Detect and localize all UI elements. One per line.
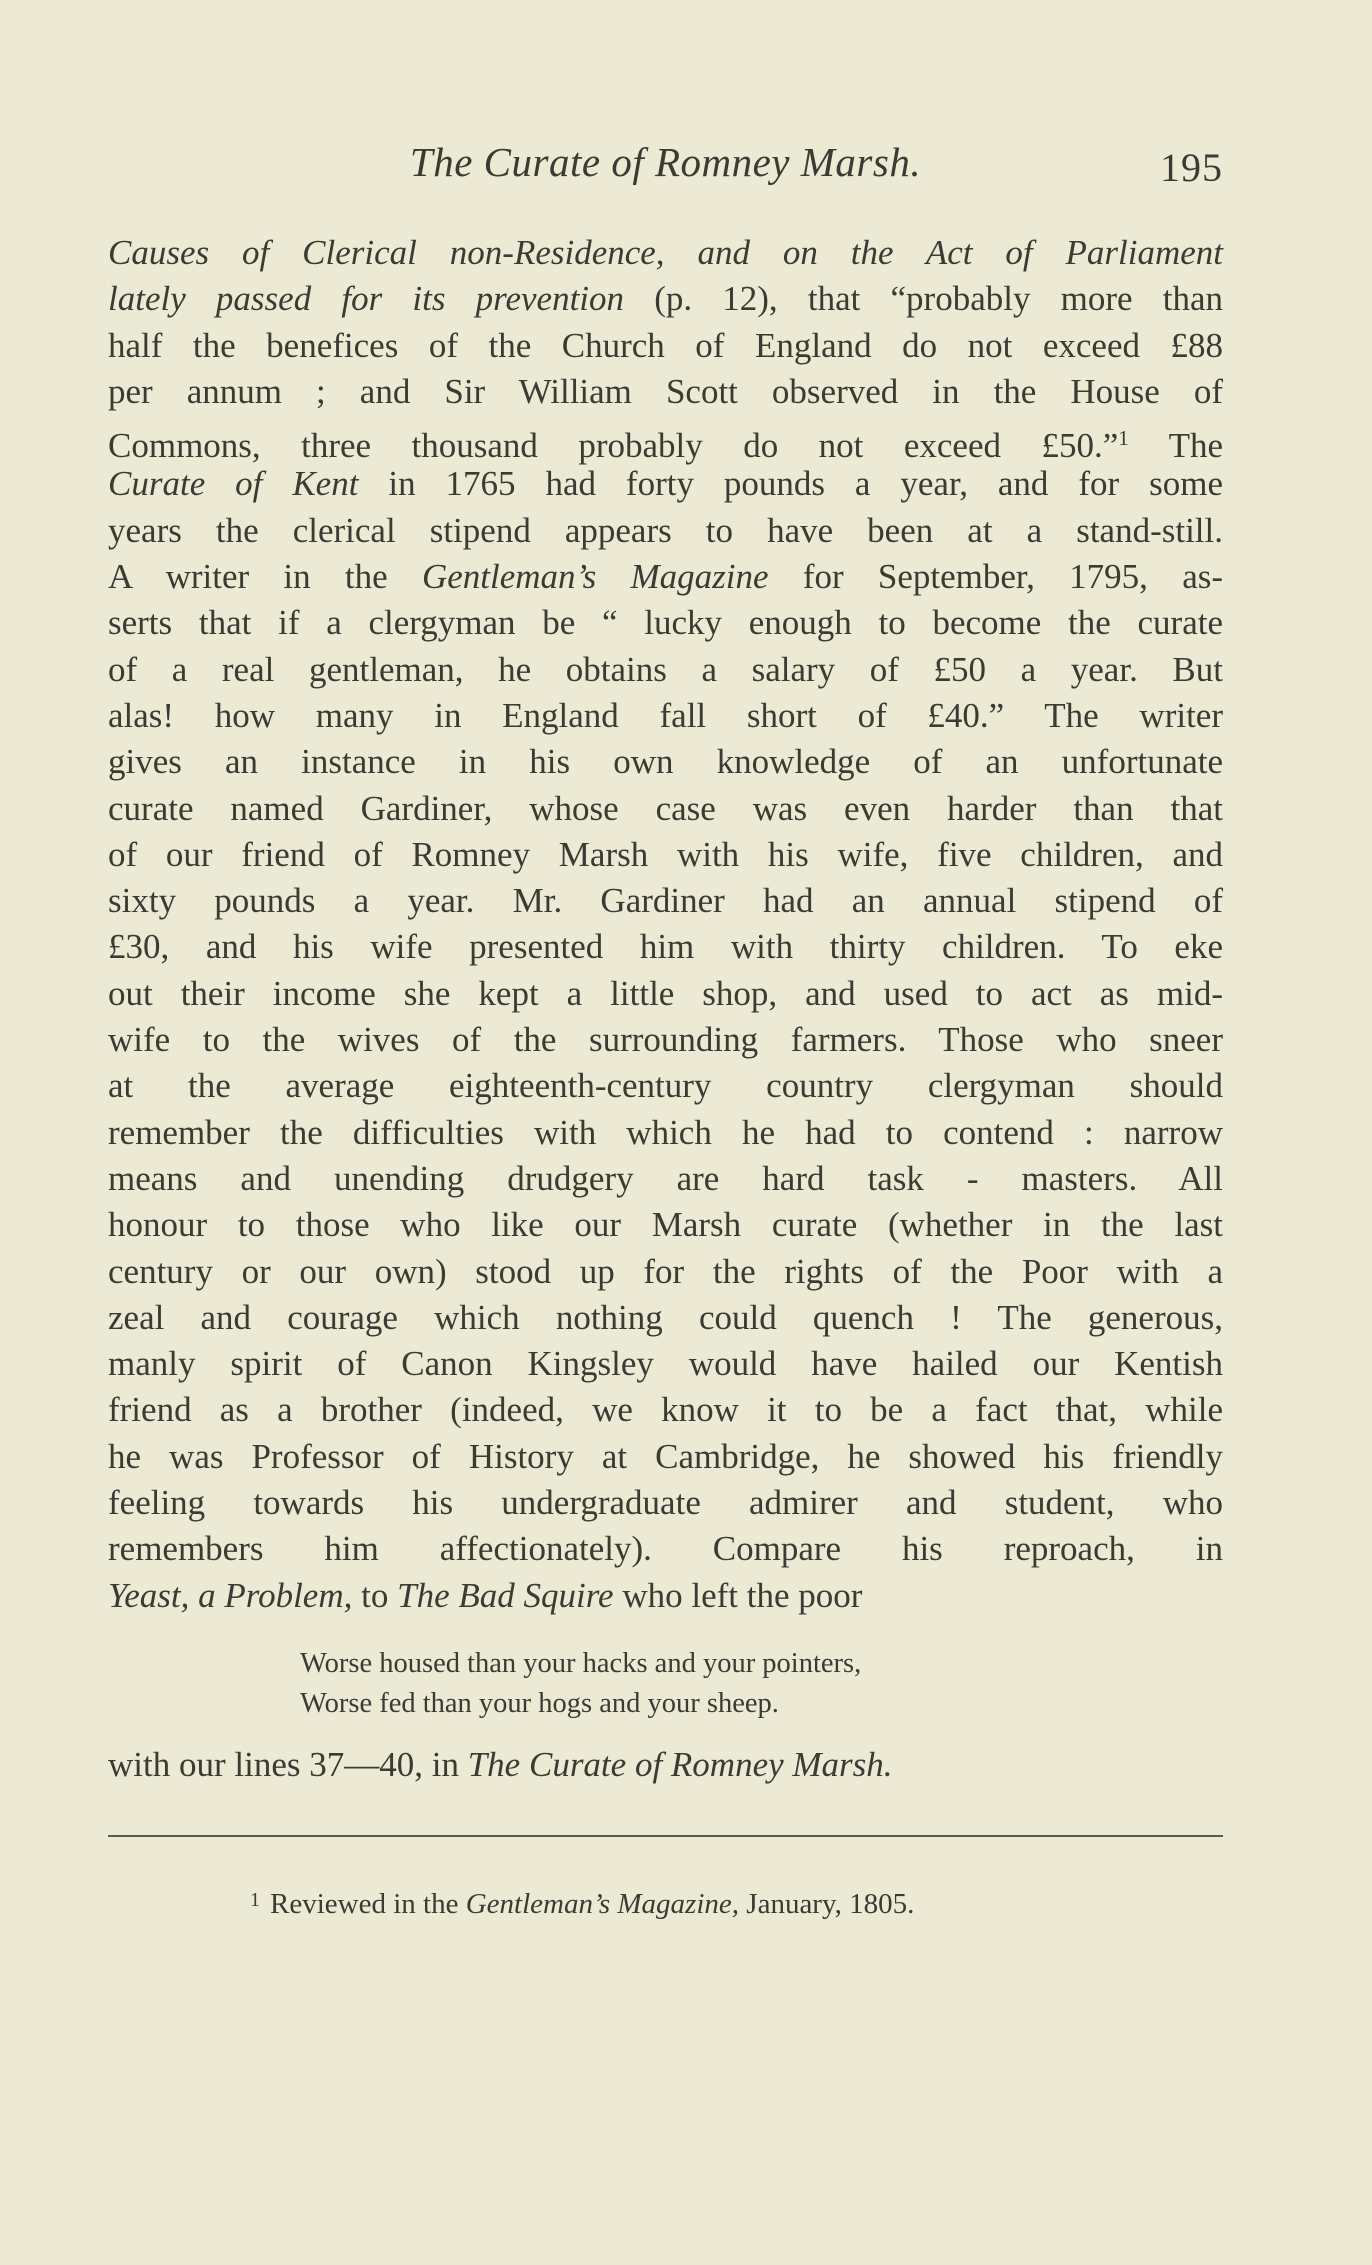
text-line: per annum ; and Sir William Scott observed in the House of — [108, 371, 1223, 411]
text-line: remembers him affectionately). Compare his reproach, in — [108, 1529, 1223, 1569]
verse-line: Worse fed than your hogs and your sheep. — [300, 1688, 779, 1719]
verse-quotation — [300, 1644, 1100, 1724]
text-run: (p. 12), that “probably more than — [624, 279, 1223, 319]
text-line — [108, 230, 1223, 276]
italic-title: Causes of Clerical non-Residence, and on the Act of Parliament — [108, 233, 1223, 272]
italic-title: Curate of Kent — [108, 464, 359, 504]
text-line: £30, and his wife presented him with thirty children. To eke — [108, 927, 1223, 967]
page-header — [108, 132, 1223, 192]
text-line — [108, 461, 1223, 507]
text-line: half the benefices of the Church of England do not exceed £88 — [108, 325, 1223, 365]
text-line: he was Professor of History at Cambridge, he showed his friendly — [108, 1436, 1223, 1476]
text-line: alas! how many in England fall short of £40.” The writer — [108, 695, 1223, 735]
text-run: in 1765 had forty pounds a year, and for some — [358, 464, 1223, 504]
text-run: with our lines 37—40, in — [108, 1745, 468, 1784]
running-title: The Curate of Romney Marsh. — [409, 139, 922, 185]
text-run: Commons, three thousand probably do not exceed £50.” — [108, 426, 1119, 466]
text-line — [108, 276, 1223, 322]
text-line: zeal and courage which nothing could quench ! The generous, — [108, 1297, 1223, 1337]
text-line: friend as a brother (indeed, we know it to be a fact that, while — [108, 1390, 1223, 1430]
text-line: manly spirit of Canon Kingsley would have hailed our Kentish — [108, 1344, 1223, 1384]
text-run: A writer in the — [108, 557, 422, 597]
footnote-marker: 1 — [250, 1889, 260, 1911]
verse-line: Worse housed than your hacks and your pointers, — [300, 1648, 862, 1679]
text-run: to — [352, 1575, 398, 1615]
text-run: The — [1128, 426, 1223, 466]
italic-title: Gentleman’s Magazine, — [465, 1888, 740, 1920]
body-paragraph — [108, 230, 1223, 1619]
footnote-reference: 1 — [1118, 426, 1129, 451]
page-number: 195 — [1160, 145, 1223, 190]
text-line: wife to the wives of the surrounding farmers. Those who sneer — [108, 1020, 1223, 1060]
text-line — [108, 415, 1223, 466]
text-line: at the average eighteenth-century country clergyman should — [108, 1066, 1223, 1106]
footnote-divider — [108, 1835, 1223, 1837]
text-line: curate named Gardiner, whose case was even harder than that — [108, 788, 1223, 828]
text-line: of our friend of Romney Marsh with his wife, five children, and — [108, 834, 1223, 874]
text-run: who left the poor — [613, 1575, 863, 1615]
text-run: Reviewed in the — [270, 1888, 466, 1920]
italic-title: The Bad Squire — [397, 1575, 614, 1615]
closing-line — [108, 1742, 1223, 1788]
footnote — [250, 1880, 914, 1924]
text-line — [108, 1573, 1223, 1619]
italic-title: The Curate of Romney Marsh. — [467, 1745, 893, 1784]
text-run: January, 1805. — [739, 1888, 915, 1920]
text-line: honour to those who like our Marsh curate (whether in the last — [108, 1205, 1223, 1245]
text-line: gives an instance in his own knowledge of an unfortunate — [108, 742, 1223, 782]
text-line: remember the difficulties with which he had to contend : narrow — [108, 1112, 1223, 1152]
italic-title: lately passed for its prevention — [108, 279, 625, 319]
text-line: out their income she kept a little shop, and used to act as mid- — [108, 973, 1223, 1013]
text-line: century or our own) stood up for the rights of the Poor with a — [108, 1251, 1223, 1291]
text-line: of a real gentleman, he obtains a salary of £50 a year. But — [108, 649, 1223, 689]
text-line: serts that if a clergyman be “ lucky enough to become the curate — [108, 603, 1223, 643]
text-line — [108, 554, 1223, 600]
italic-title: Yeast, a Problem, — [108, 1575, 353, 1615]
text-line: feeling towards his undergraduate admirer and student, who — [108, 1483, 1223, 1523]
italic-title: Gentleman’s Magazine — [421, 557, 769, 597]
text-line: means and unending drudgery are hard task - masters. All — [108, 1158, 1223, 1198]
text-line: years the clerical stipend appears to have been at a stand-still. — [108, 510, 1223, 550]
text-run: for September, 1795, as- — [768, 557, 1223, 597]
text-line: sixty pounds a year. Mr. Gardiner had an annual stipend of — [108, 881, 1223, 921]
